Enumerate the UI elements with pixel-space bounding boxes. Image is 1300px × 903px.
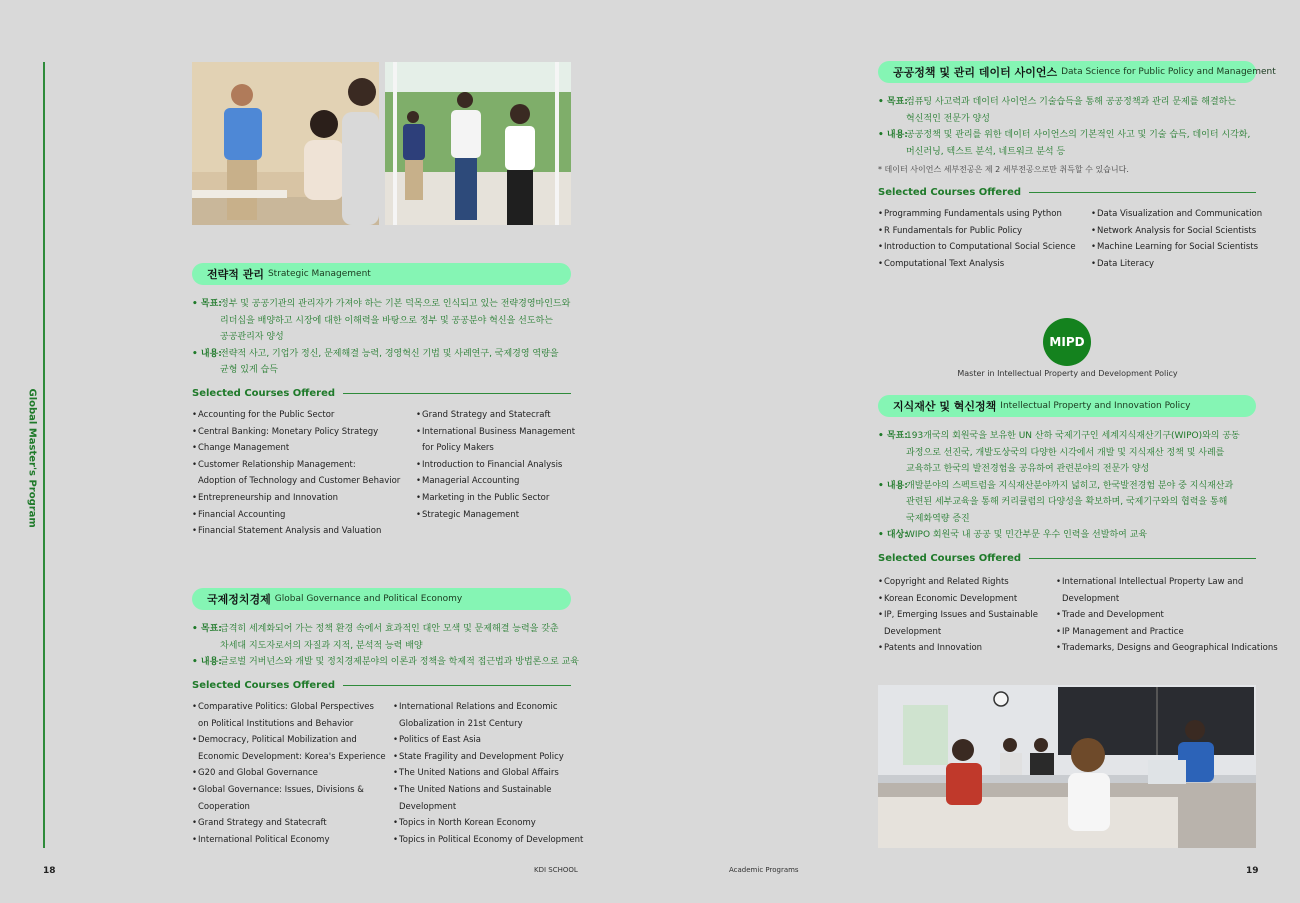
mipd-logo: MIPD	[1043, 318, 1091, 366]
course-item: • Change Management	[192, 440, 416, 457]
course-item: • Democracy, Political Mobilization and	[192, 732, 393, 749]
strategic-section-header	[192, 263, 571, 285]
bullet-content: • 내용: 개발분야의 스펙트럼을 지식재산분야까지 넓히고, 한국발전경험 분야 중 지식재산과 관련된 세부교육을 통해 커리큘럼의 다양성을 확보하며, 국제기구와의 협력을 통해 국제화역량 증진	[878, 478, 1278, 528]
course-item: • Customer Relationship Management:	[192, 457, 416, 474]
course-item: for Policy Makers	[422, 443, 494, 454]
course-item: • Marketing in the Public Sector	[416, 490, 596, 507]
global-gov-title-ko: 국제정치경제	[207, 593, 271, 606]
ip-bullets	[878, 428, 1278, 544]
course-item: • Strategic Management	[416, 507, 596, 524]
bullet-goal: • 목표: 193개국의 회원국을 보유한 UN 산하 국제기구인 세계지식재산기구(WIPO)와의 공동 과정으로 선진국, 개발도상국의 다양한 시각에서 개발 및 지식재산 정책 및 사례를 교육하고 한국의 발전경험을 공유하여 관련분야의 전문가 양성	[878, 428, 1278, 478]
bullet-goal: • 목표: 정부 및 공공기관의 관리자가 가져야 하는 기본 덕목으로 인식되고 있는 전략경영마인드와 리더십을 배양하고 시장에 대한 이해력을 바탕으로 정부 및 공공분야 혁신을 선도하는 공공관리자 양성	[192, 296, 592, 346]
course-item: Development	[884, 626, 942, 637]
course-item: • Introduction to Financial Analysis	[416, 457, 596, 474]
data-science-bullets	[878, 94, 1278, 160]
campus-photo	[385, 62, 571, 225]
course-item: • State Fragility and Development Policy	[393, 749, 583, 766]
strategic-title-ko: 전략적 관리	[207, 268, 264, 281]
course-item: • Central Banking: Monetary Policy Strategy	[192, 424, 416, 441]
ip-section-header	[878, 395, 1256, 417]
course-item: • Comparative Politics: Global Perspectives	[192, 699, 393, 716]
global-gov-course-list	[192, 699, 583, 848]
course-item: • Introduction to Computational Social Science	[878, 239, 1091, 256]
course-item: • Politics of East Asia	[393, 732, 583, 749]
bullet-tag: • 목표:	[878, 431, 908, 441]
strategic-title-en: Strategic Management	[267, 269, 371, 279]
course-item: • The United Nations and Sustainable	[393, 782, 583, 799]
course-item: • International Political Economy	[192, 832, 393, 849]
global-gov-bullets	[192, 621, 592, 671]
course-item: • Grand Strategy and Statecraft	[416, 407, 596, 424]
course-item: • Programming Fundamentals using Python	[878, 206, 1091, 223]
bullet-content: • 내용: 전략적 사고, 기업가 정신, 문제해결 능력, 경영혁신 기법 및 사례연구, 국제경영 역량을 균형 있게 습득	[192, 346, 592, 379]
course-item: Development	[399, 801, 457, 812]
data-science-title-ko: 공공정책 및 관리 데이터 사이언스	[893, 66, 1058, 79]
bullet-tag: • 내용:	[878, 130, 908, 140]
course-item: • Korean Economic Development	[878, 591, 1056, 608]
course-item: Economic Development: Korea's Experience	[198, 751, 386, 762]
course-item: • Copyright and Related Rights	[878, 574, 1056, 591]
data-science-title-en: Data Science for Public Policy and Management	[1061, 67, 1276, 77]
strategic-bullets	[192, 296, 592, 379]
course-item: • Trademarks, Designs and Geographical Indications	[1056, 640, 1256, 657]
global-gov-title-en: Global Governance and Political Economy	[274, 594, 463, 604]
course-item: • International Business Management	[416, 424, 596, 441]
course-item: • G20 and Global Governance	[192, 765, 393, 782]
data-science-note: * 데이터 사이언스 세부전공은 제 2 세부전공으로만 취득할 수 있습니다.	[878, 165, 1129, 174]
bullet-tag: • 목표:	[192, 299, 222, 309]
course-item: Adoption of Technology and Customer Behavior	[198, 476, 401, 487]
course-item: • Global Governance: Issues, Divisions &	[192, 782, 393, 799]
course-item: • The United Nations and Global Affairs	[393, 765, 583, 782]
course-item: • Entrepreneurship and Innovation	[192, 490, 416, 507]
course-item: • Grand Strategy and Statecraft	[192, 815, 393, 832]
course-item: • Financial Accounting	[192, 507, 416, 524]
classroom-photo	[192, 62, 379, 225]
course-item: • Financial Statement Analysis and Valuation	[192, 523, 416, 540]
ip-courses-heading: Selected Courses Offered	[878, 553, 1256, 564]
page-number-right: 19	[1246, 866, 1259, 876]
data-science-section-header	[878, 61, 1276, 83]
ip-title-en: Intellectual Property and Innovation Policy	[1000, 401, 1191, 411]
page-number-left: 18	[43, 866, 56, 876]
mipd-subtitle: Master in Intellectual Property and Development Policy	[957, 369, 1178, 378]
seminar-photo	[878, 685, 1256, 848]
course-item: • Topics in Political Economy of Development	[393, 832, 583, 849]
bullet-goal: • 목표: 컴퓨팅 사고력과 데이터 사이언스 기술습득을 통해 공공정책과 관리 문제를 해결하는 혁신적인 전문가 양성	[878, 94, 1278, 127]
bullet-tag: • 대상:	[878, 530, 908, 540]
bullet-tag: • 목표:	[878, 97, 908, 107]
bullet-tag: • 목표:	[192, 624, 222, 634]
course-item: Globalization in 21st Century	[399, 718, 523, 729]
course-item: • Accounting for the Public Sector	[192, 407, 416, 424]
course-item: • International Intellectual Property Law and	[1056, 574, 1256, 591]
course-item: • IP, Emerging Issues and Sustainable	[878, 607, 1056, 624]
bullet-content: • 내용: 글로벌 거버넌스와 개발 및 정치경제분야의 이론과 정책을 학제적 접근법과 방법론으로 교육	[192, 654, 592, 671]
course-item: Cooperation	[198, 801, 250, 812]
course-item: on Political Institutions and Behavior	[198, 718, 354, 729]
ip-course-list	[878, 574, 1278, 657]
bullet-content: • 내용: 공공정책 및 관리를 위한 데이터 사이언스의 기본적인 사고 및 기술 습득, 데이터 시각화, 머신러닝, 텍스트 분석, 네트워크 분석 등	[878, 127, 1278, 160]
course-item: • IP Management and Practice	[1056, 624, 1256, 641]
bullet-goal: • 목표: 급격히 세계화되어 가는 정책 환경 속에서 효과적인 대안 모색 및 문제해결 능력을 갖춘 차세대 지도자로서의 자질과 지적, 분석적 능력 배양	[192, 621, 592, 654]
course-item: • Managerial Accounting	[416, 473, 596, 490]
course-item: • Machine Learning for Social Scientists	[1091, 239, 1261, 256]
course-item: • Network Analysis for Social Scientists	[1091, 223, 1261, 240]
bullet-tag: • 내용:	[192, 657, 222, 667]
strategic-courses-heading: Selected Courses Offered	[192, 388, 571, 399]
strategic-course-list	[192, 407, 596, 540]
global-gov-courses-heading: Selected Courses Offered	[192, 680, 571, 691]
global-gov-section-header	[192, 588, 571, 610]
course-item: • Computational Text Analysis	[878, 256, 1091, 273]
footer-left: KDI SCHOOL	[534, 866, 578, 874]
course-item: • Data Visualization and Communication	[1091, 206, 1261, 223]
bullet-target: • 대상: WIPO 회원국 내 공공 및 민간부문 우수 인력을 선발하여 교육	[878, 527, 1278, 544]
data-science-course-list	[878, 206, 1261, 272]
course-item: • Trade and Development	[1056, 607, 1256, 624]
side-rule	[43, 62, 45, 848]
course-item: • Topics in North Korean Economy	[393, 815, 583, 832]
side-label: Global Master's Program	[26, 388, 38, 528]
course-item: Development	[1062, 593, 1120, 604]
bullet-tag: • 내용:	[192, 348, 222, 359]
course-item: • R Fundamentals for Public Policy	[878, 223, 1091, 240]
bullet-tag: • 내용:	[878, 480, 908, 491]
course-item: • International Relations and Economic	[393, 699, 583, 716]
footer-right: Academic Programs	[729, 866, 799, 874]
data-science-courses-heading: Selected Courses Offered	[878, 187, 1256, 198]
course-item: • Patents and Innovation	[878, 640, 1056, 657]
course-item: • Data Literacy	[1091, 256, 1261, 273]
ip-title-ko: 지식재산 및 혁신정책	[893, 400, 997, 413]
